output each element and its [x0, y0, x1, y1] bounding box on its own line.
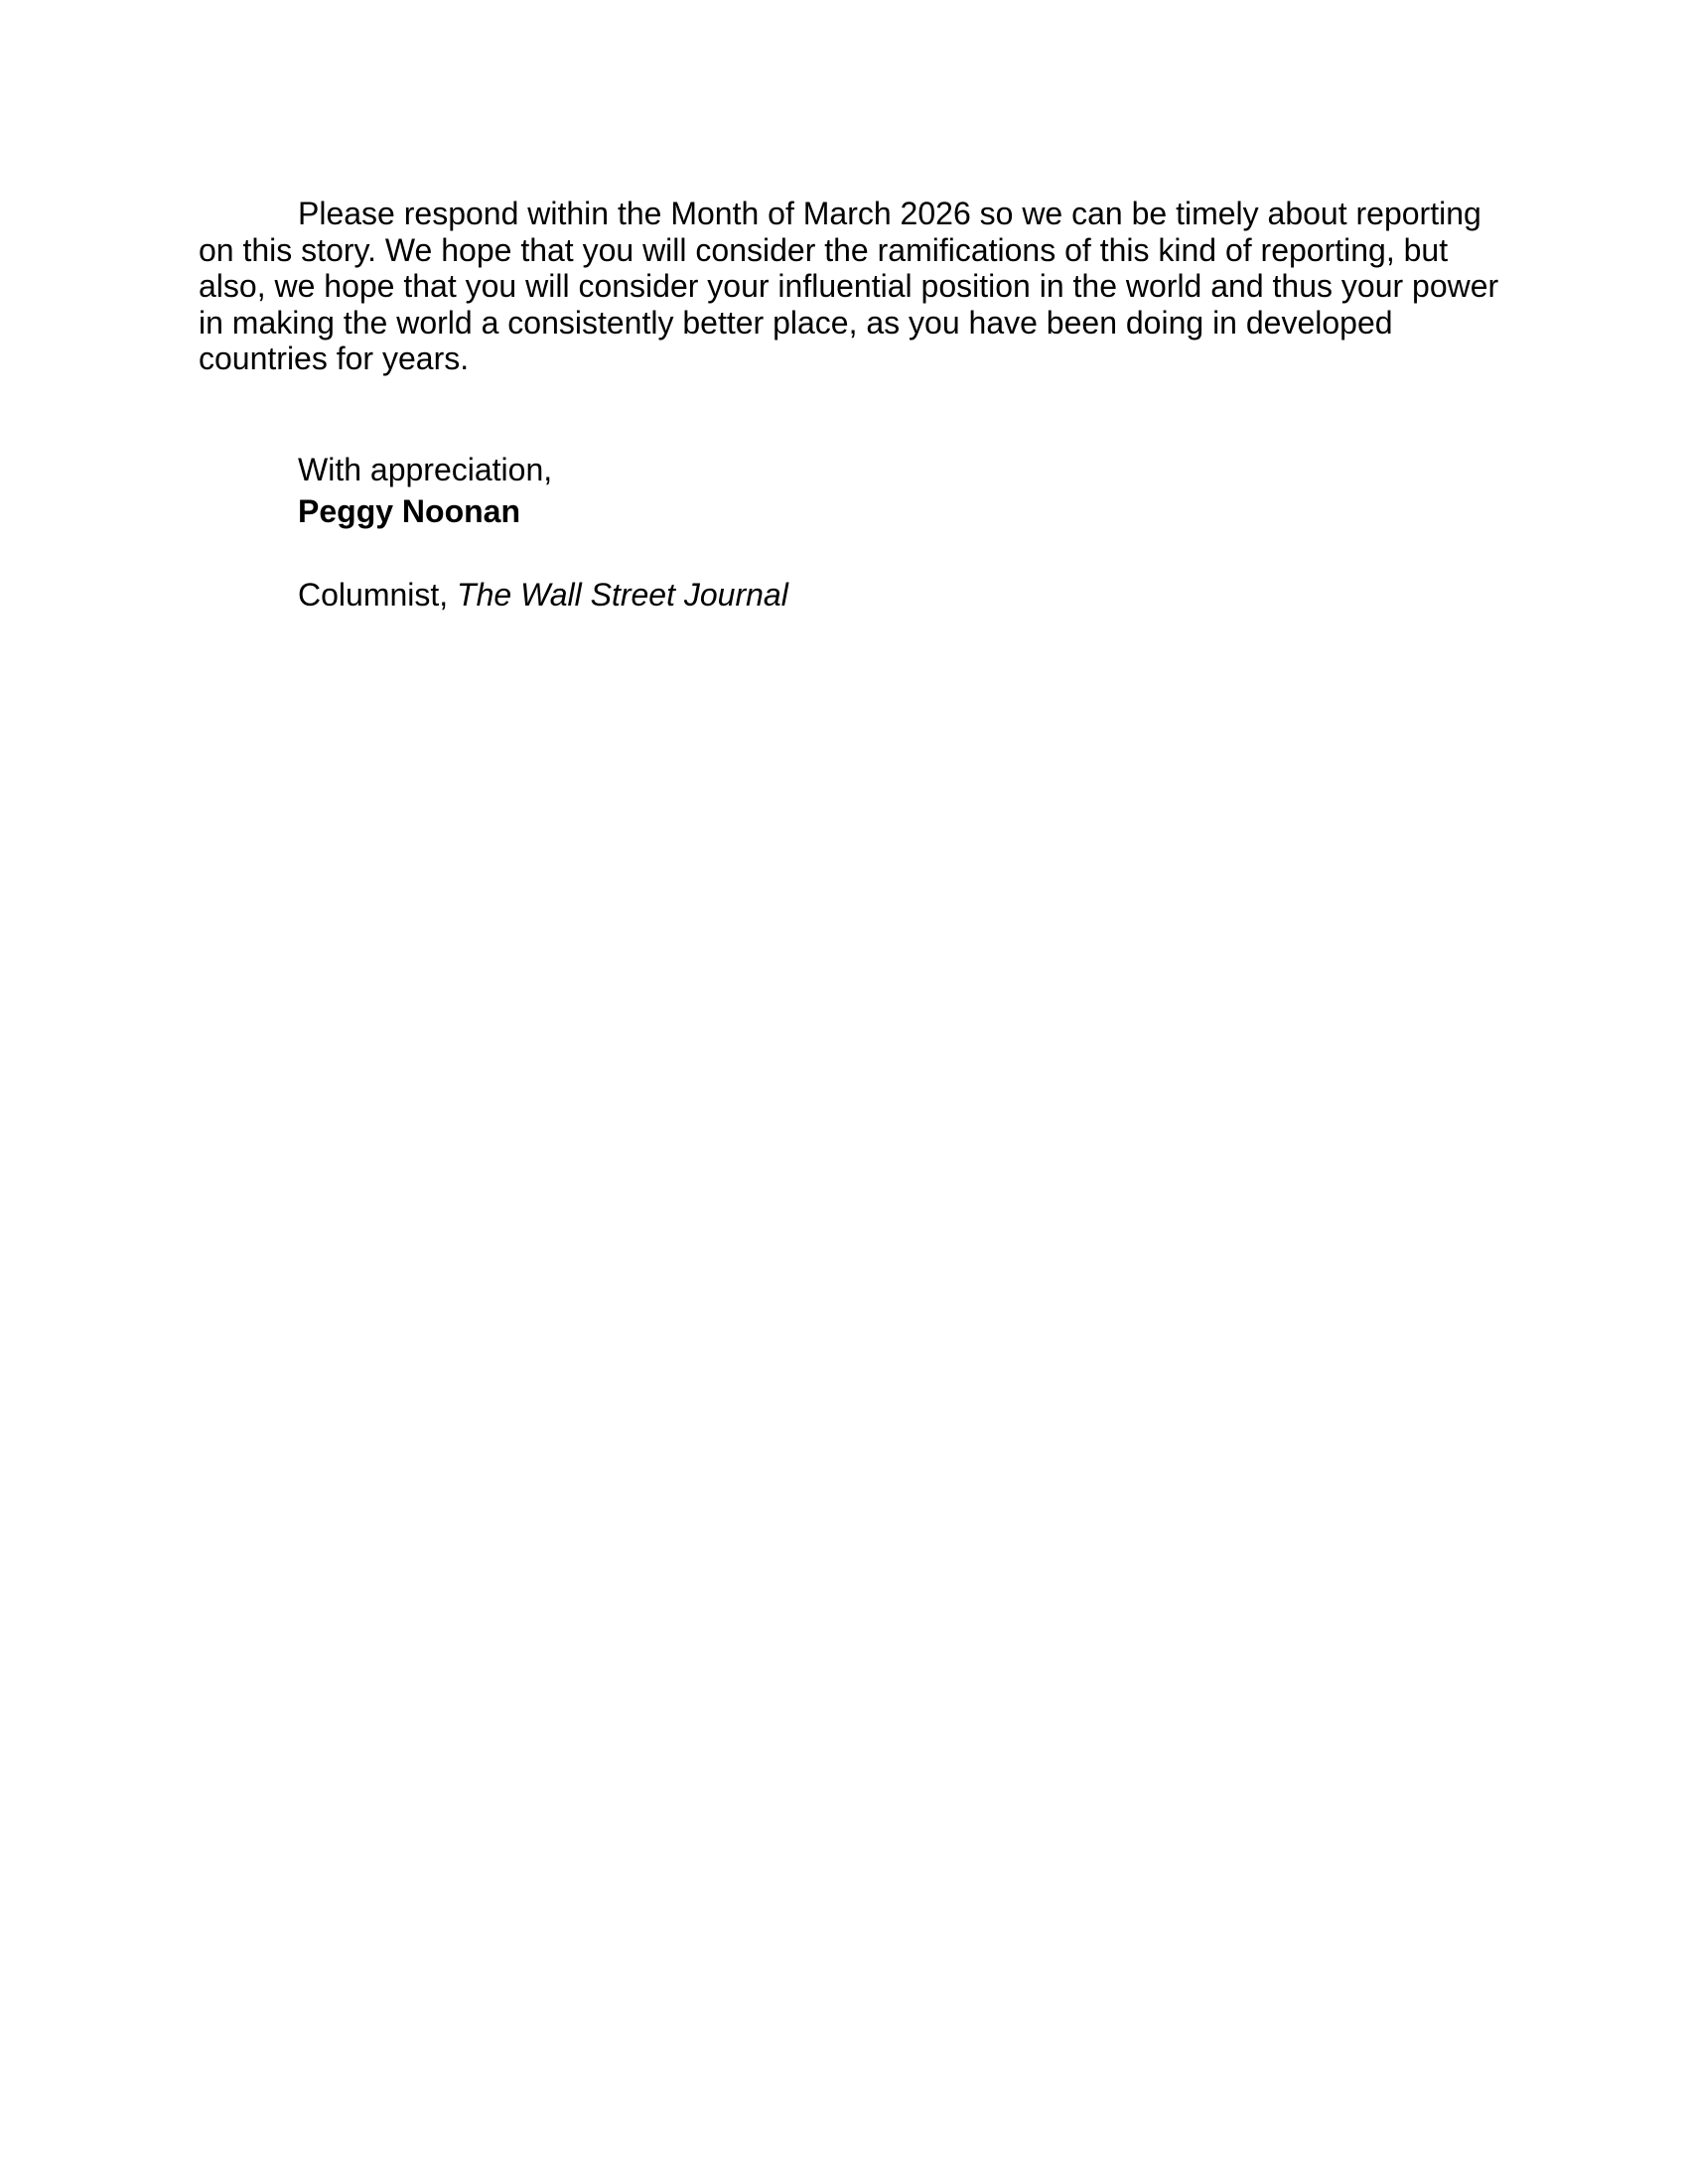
- signer-publication: The Wall Street Journal: [457, 577, 788, 613]
- signer-role: Columnist,: [298, 577, 458, 613]
- signer-name: Peggy Noonan: [298, 493, 521, 529]
- closing-salutation: With appreciation,: [298, 452, 553, 487]
- signature-block: [298, 449, 1291, 615]
- signer-title: [298, 574, 1291, 615]
- body-paragraph: Please respond within the Month of March 2026 so we can be timely about reporting on this story. We hope that you will consider the ramifications of this kind of reporting, but also, we hope that you will consider your influential position in the world and thus your power in making the world a consistently better place, as you have been doing in developed countries for years.: [199, 196, 1499, 377]
